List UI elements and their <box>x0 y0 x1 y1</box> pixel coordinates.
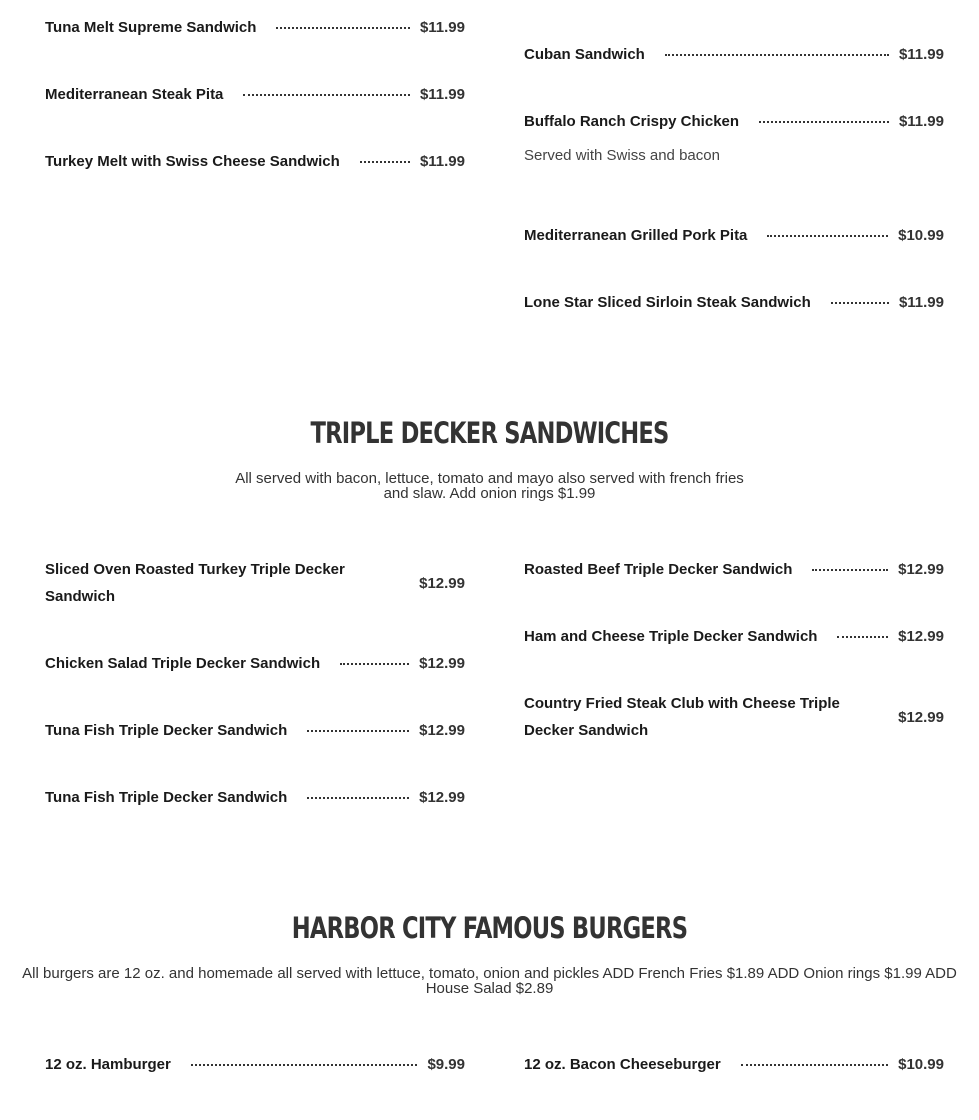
menu-item[interactable] <box>45 148 465 175</box>
menu-item-price: $11.99 <box>419 19 465 36</box>
menu-item-price: $12.99 <box>898 708 944 726</box>
menu-item-name: Country Fried Steak Club with Cheese Triple Decker Sandwich <box>524 695 840 739</box>
menu-item-name: Tuna Melt Supreme Sandwich <box>45 19 257 36</box>
menu-item[interactable] <box>524 690 944 744</box>
menu-item-price: $12.99 <box>419 655 465 672</box>
section-subtitle-triple-decker <box>0 471 979 501</box>
menu-item-name: Roasted Beef Triple Decker Sandwich <box>524 561 793 578</box>
menu-item-name: 12 oz. Hamburger <box>45 1056 171 1073</box>
menu-item-description: Served with Swiss and bacon <box>524 147 720 164</box>
menu-item[interactable] <box>45 717 465 744</box>
dot-leader <box>360 161 410 163</box>
dot-leader <box>759 121 889 123</box>
menu-item-price: $12.99 <box>419 789 465 806</box>
menu-item[interactable] <box>45 784 465 811</box>
menu-item-price: $11.99 <box>898 46 944 63</box>
dot-leader <box>665 54 889 56</box>
menu-item-name: Cuban Sandwich <box>524 46 645 63</box>
dot-leader <box>837 636 888 638</box>
section-title-triple-decker: TRIPLE DECKER SANDWICHES <box>310 416 669 450</box>
menu-item-price: $10.99 <box>898 1056 944 1073</box>
menu-item-name: Ham and Cheese Triple Decker Sandwich <box>524 628 818 645</box>
menu-item[interactable] <box>45 556 465 610</box>
menu-item[interactable] <box>524 1051 944 1078</box>
dot-leader <box>276 27 410 29</box>
menu-item-name: Sliced Oven Roasted Turkey Triple Decker Sandwich <box>45 561 345 605</box>
menu-item[interactable] <box>524 556 944 583</box>
menu-item[interactable] <box>45 650 465 677</box>
menu-item-name: Mediterranean Steak Pita <box>45 86 224 103</box>
menu-item-price: $11.99 <box>419 153 465 170</box>
menu-item-name: 12 oz. Bacon Cheeseburger <box>524 1056 721 1073</box>
menu-item[interactable] <box>524 222 944 249</box>
menu-item-name: Tuna Fish Triple Decker Sandwich <box>45 789 288 806</box>
menu-item[interactable] <box>524 289 944 316</box>
dot-leader <box>767 235 888 237</box>
menu-item[interactable] <box>524 41 944 68</box>
subtitle-line: All served with bacon, lettuce, tomato and mayo also served with french fries <box>235 470 744 487</box>
menu-item-name: Tuna Fish Triple Decker Sandwich <box>45 722 288 739</box>
menu-item-price: $11.99 <box>898 294 944 311</box>
section-title-burgers: HARBOR CITY FAMOUS BURGERS <box>291 911 688 945</box>
menu-item[interactable] <box>524 623 944 650</box>
menu-item[interactable] <box>45 81 465 108</box>
subtitle-line: House Salad $2.89 <box>425 980 554 997</box>
dot-leader <box>307 797 409 799</box>
menu-item-price: $10.99 <box>898 227 944 244</box>
menu-item-name: Chicken Salad Triple Decker Sandwich <box>45 655 321 672</box>
dot-leader <box>307 730 409 732</box>
subtitle-line: and slaw. Add onion rings $1.99 <box>383 485 596 502</box>
menu-item-price: $12.99 <box>898 628 944 645</box>
menu-item[interactable] <box>45 1051 465 1078</box>
menu-item-price: $12.99 <box>419 574 465 592</box>
menu-item-price: $11.99 <box>898 113 944 130</box>
menu-item-name: Lone Star Sliced Sirloin Steak Sandwich <box>524 294 811 311</box>
menu-item-name: Buffalo Ranch Crispy Chicken <box>524 113 740 130</box>
subtitle-line: All burgers are 12 oz. and homemade all served with lettuce, tomato, onion and pickles ADD French Fries $1.89 ADD Onion rings $1.99 ADD <box>22 965 957 982</box>
menu-item[interactable] <box>45 14 465 41</box>
menu-item-price: $12.99 <box>898 561 944 578</box>
dot-leader <box>812 569 888 571</box>
section-subtitle-burgers <box>10 966 969 996</box>
menu-item-price: $9.99 <box>427 1056 465 1073</box>
dot-leader <box>741 1064 888 1066</box>
menu-item-name: Turkey Melt with Swiss Cheese Sandwich <box>45 153 340 170</box>
menu-item-price: $11.99 <box>419 86 465 103</box>
menu-item-name: Mediterranean Grilled Pork Pita <box>524 227 748 244</box>
dot-leader <box>340 663 409 665</box>
dot-leader <box>243 94 410 96</box>
menu-item[interactable] <box>524 108 944 164</box>
dot-leader <box>831 302 889 304</box>
menu-item-price: $12.99 <box>419 722 465 739</box>
dot-leader <box>191 1064 418 1066</box>
